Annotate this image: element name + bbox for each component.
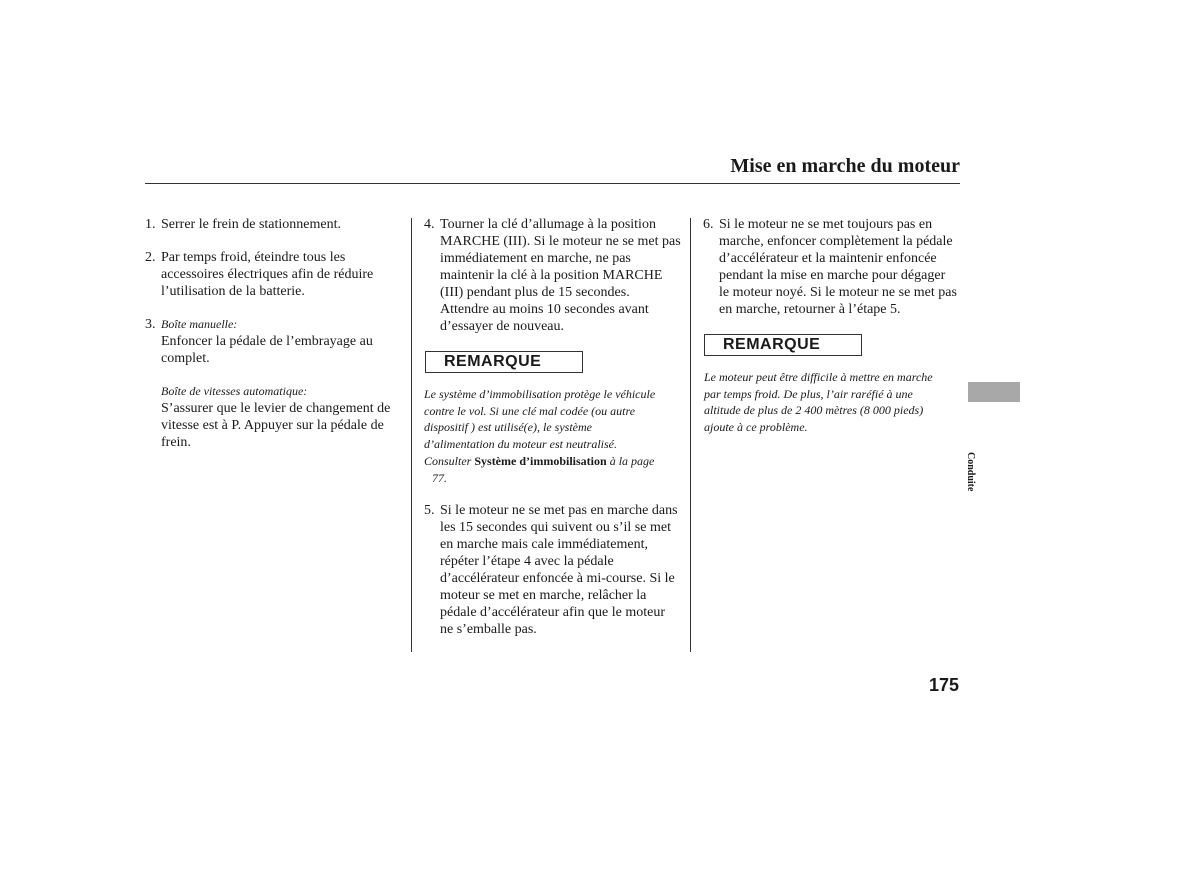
step-3 (145, 316, 400, 451)
step-6 (703, 216, 963, 318)
step-5 (424, 502, 686, 638)
step-line: complet. (161, 351, 210, 366)
step-line: marche, enfoncer complètement la pédale (719, 234, 953, 249)
remark-box: REMARQUE (704, 334, 862, 356)
step-line: d’essayer de nouveau. (440, 319, 565, 334)
note-line: Le système d’immobilisation protège le véhicule (424, 387, 656, 401)
note-line: altitude de plus de 2 400 mètres (8 000 pieds) (704, 403, 924, 418)
step-line: pédale d’accélérateur afin que le moteur (440, 605, 666, 620)
note-page-reference: 77. (432, 470, 447, 485)
note-line: par temps froid. De plus, l’air raréfié à une (704, 386, 913, 401)
automatic-gearbox-label: Boîte de vitesses automatique: (161, 384, 308, 398)
step-line: en marche mais cale immédiatement, (440, 537, 648, 552)
step-line: vitesse est à P. Appuyer sur la pédale de (161, 418, 384, 433)
step-number: 4. (424, 217, 435, 232)
column-1 (145, 216, 400, 451)
step-2 (145, 249, 400, 300)
note-text: Consulter (424, 453, 475, 468)
step-number: 6. (703, 217, 714, 232)
step-number: 3. (145, 317, 156, 332)
step-line: en marche, retourner à l’étape 5. (719, 302, 901, 317)
note-line: Le moteur peut être difficile à mettre en marche (704, 370, 933, 384)
column-3 (703, 216, 963, 318)
step-line: moteur se met en marche, relâcher la (440, 588, 647, 603)
step-line: Tourner la clé d’allumage à la position (440, 217, 656, 232)
note-line: dispositif ) est utilisé(e), le système (424, 420, 592, 435)
column-2-lower (424, 502, 686, 638)
step-line: maintenir la clé à la position MARCHE (440, 268, 663, 283)
section-tab[interactable] (968, 382, 1020, 402)
page-title: Mise en marche du moteur (730, 155, 960, 177)
column-2 (424, 216, 686, 335)
title-rule (145, 183, 960, 184)
step-line: accessoires électriques afin de réduire (161, 267, 374, 282)
step-line: répéter l’étape 4 avec la pédale (440, 554, 614, 569)
cross-reference-link[interactable]: Système d’immobilisation (474, 453, 607, 468)
step-line: Attendre au moins 10 secondes avant (440, 302, 649, 317)
step-number: 2. (145, 250, 156, 265)
step-line: immédiatement en marche, ne pas (440, 251, 631, 266)
note-line: ajoute à ce problème. (704, 420, 808, 435)
step-line: Si le moteur ne se met toujours pas en (719, 217, 933, 232)
step-line: les 15 secondes qui suivent ou s’il se met (440, 520, 671, 535)
step-line: S’assurer que le levier de changement de (161, 401, 391, 416)
step-line: Si le moteur ne se met pas en marche dans (440, 503, 678, 518)
step-line: frein. (161, 435, 191, 450)
note-text: à la page (606, 453, 655, 468)
step-line: Par temps froid, éteindre tous les (161, 250, 346, 265)
step-line: MARCHE (III). Si le moteur ne se met pas (440, 234, 681, 249)
step-number: 5. (424, 503, 435, 518)
immobilizer-note (424, 386, 694, 486)
page-number: 175 (929, 675, 960, 695)
step-1 (145, 216, 400, 233)
step-number: 1. (145, 217, 156, 232)
step-line: (III) pendant plus de 15 secondes. (440, 285, 630, 300)
column-divider (411, 218, 412, 652)
section-label: Conduite (965, 452, 976, 492)
cold-weather-note (704, 369, 964, 436)
remark-box: REMARQUE (425, 351, 583, 373)
step-line: ne s’emballe pas. (440, 622, 537, 637)
note-line: d’alimentation du moteur est neutralisé. (424, 437, 617, 452)
step-4 (424, 216, 686, 335)
step-line: pendant la mise en marche pour dégager (719, 268, 946, 283)
note-line (424, 453, 694, 470)
manual-gearbox-label: Boîte manuelle: (161, 317, 238, 331)
step-line: Enfoncer la pédale de l’embrayage au (161, 334, 373, 349)
column-divider (690, 218, 691, 652)
step-text: Serrer le frein de stationnement. (161, 217, 341, 232)
step-line: d’accélérateur enfoncée à mi-course. Si le (440, 571, 675, 586)
step-line: d’accélérateur et la maintenir enfoncée (719, 251, 937, 266)
note-line: contre le vol. Si une clé mal codée (ou autre (424, 403, 636, 418)
step-line: le moteur noyé. Si le moteur ne se met pas (719, 285, 957, 300)
step-line: l’utilisation de la batterie. (161, 284, 305, 299)
